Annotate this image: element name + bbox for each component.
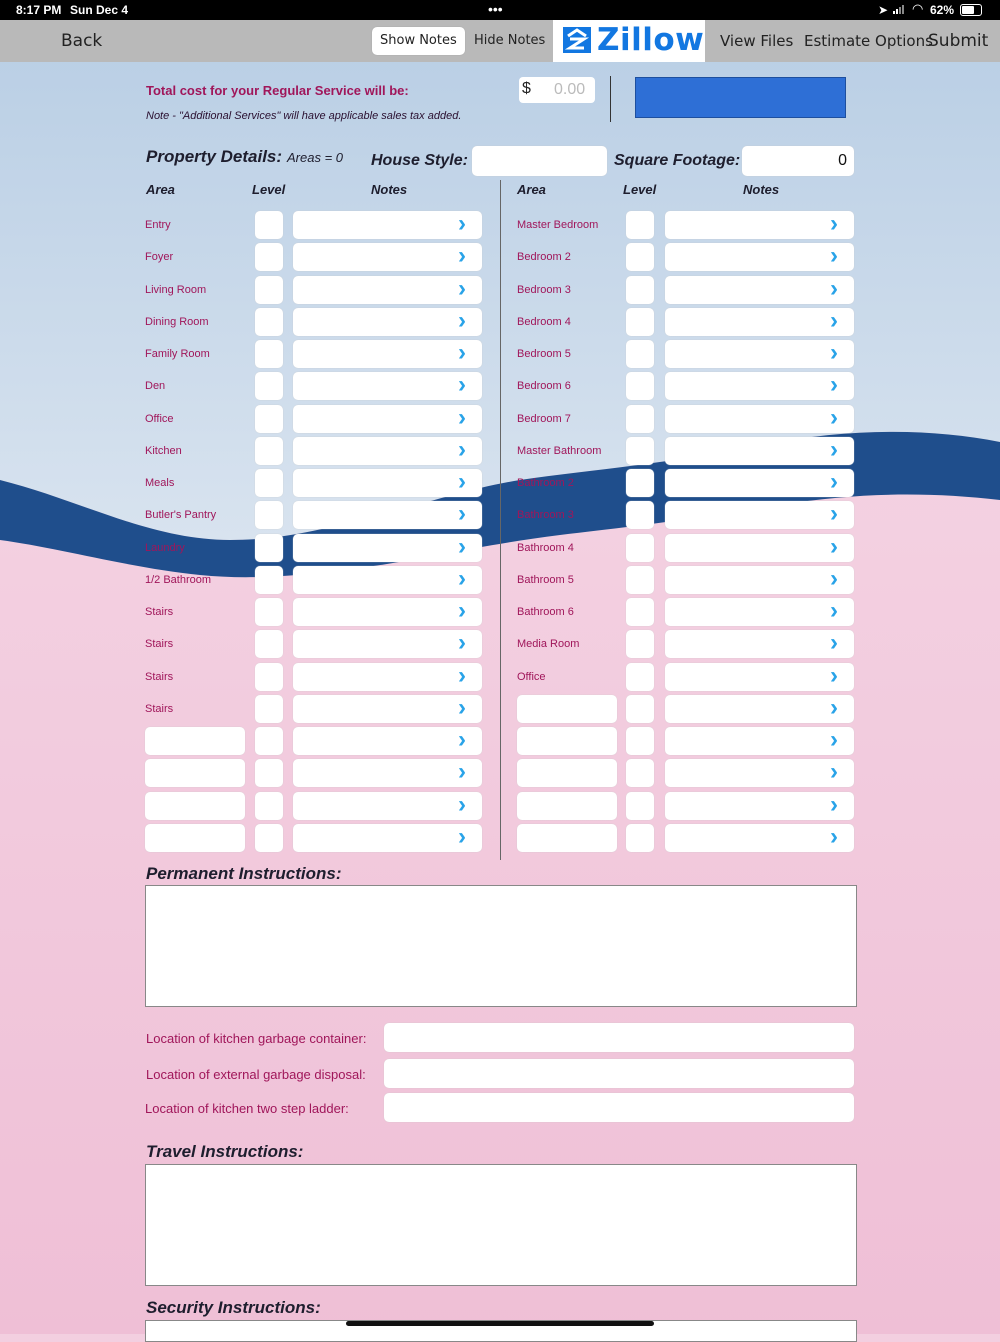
left-notes-input[interactable]	[293, 276, 482, 304]
right-level-input[interactable]	[626, 243, 654, 271]
right-notes-input[interactable]	[665, 308, 854, 336]
left-area-label: Stairs	[145, 606, 174, 618]
right-level-input[interactable]	[626, 630, 654, 658]
zillow-logo-icon	[563, 27, 591, 53]
left-custom-area-input[interactable]	[145, 792, 245, 820]
left-chevron-right-icon[interactable]: ›	[458, 468, 466, 495]
right-level-input[interactable]	[626, 598, 654, 626]
kitchen-ladder-input[interactable]	[384, 1093, 854, 1122]
right-area-label: Master Bathroom	[517, 445, 602, 457]
square-footage-input[interactable]	[742, 146, 854, 176]
show-notes-button[interactable]: Show Notes	[372, 27, 465, 55]
right-notes-input[interactable]	[665, 405, 854, 433]
left-notes-input[interactable]	[293, 211, 482, 239]
right-custom-area-input[interactable]	[517, 759, 617, 787]
left-chevron-right-icon[interactable]: ›	[458, 726, 466, 753]
right-chevron-right-icon[interactable]: ›	[830, 629, 838, 656]
right-chevron-right-icon[interactable]: ›	[830, 404, 838, 431]
left-area-label: Den	[145, 380, 166, 392]
left-area-label: Stairs	[145, 638, 174, 650]
left-notes-input[interactable]	[293, 308, 482, 336]
right-notes-input[interactable]	[665, 211, 854, 239]
right-level-input[interactable]	[626, 792, 654, 820]
left-notes-header: Notes	[371, 182, 408, 197]
zillow-logo-text: Zillow	[597, 22, 705, 58]
permanent-instructions-textarea[interactable]	[145, 885, 857, 1007]
left-level-input[interactable]	[255, 695, 283, 723]
house-style-label: House Style:	[371, 152, 468, 169]
left-level-input[interactable]	[255, 469, 283, 497]
right-notes-input[interactable]	[665, 759, 854, 787]
left-chevron-right-icon[interactable]: ›	[458, 791, 466, 818]
left-level-input[interactable]	[255, 276, 283, 304]
right-area-label: Bedroom 3	[517, 284, 571, 296]
left-notes-input[interactable]	[293, 405, 482, 433]
total-cost-label: Total cost for your Regular Service will be:	[146, 83, 409, 98]
home-indicator[interactable]	[346, 1321, 654, 1326]
left-chevron-right-icon[interactable]: ›	[458, 662, 466, 689]
left-notes-input[interactable]	[293, 663, 482, 691]
left-notes-input[interactable]	[293, 340, 482, 368]
left-custom-area-input[interactable]	[145, 727, 245, 755]
left-custom-area-input[interactable]	[145, 824, 245, 852]
house-style-input[interactable]	[472, 146, 607, 176]
left-level-input[interactable]	[255, 663, 283, 691]
total-cost-value: 0.00	[554, 81, 586, 98]
right-notes-input[interactable]	[665, 501, 854, 529]
hide-notes-button[interactable]: Hide Notes	[474, 33, 546, 48]
right-area-label: Bathroom 5	[517, 574, 574, 586]
right-area-header: Area	[517, 182, 546, 197]
right-chevron-right-icon[interactable]: ›	[830, 468, 838, 495]
left-chevron-right-icon[interactable]: ›	[458, 404, 466, 431]
right-level-input[interactable]	[626, 824, 654, 852]
status-date: Sun Dec 4	[70, 3, 129, 17]
left-level-input[interactable]	[255, 824, 283, 852]
right-chevron-right-icon[interactable]: ›	[830, 210, 838, 237]
left-level-input[interactable]	[255, 211, 283, 239]
right-area-label: Bedroom 2	[517, 251, 571, 263]
left-notes-input[interactable]	[293, 695, 482, 723]
right-notes-input[interactable]	[665, 598, 854, 626]
right-level-input[interactable]	[626, 695, 654, 723]
right-notes-header: Notes	[743, 182, 780, 197]
left-chevron-right-icon[interactable]: ›	[458, 500, 466, 527]
left-level-input[interactable]	[255, 340, 283, 368]
right-notes-input[interactable]	[665, 792, 854, 820]
kitchen-ladder-label: Location of kitchen two step ladder:	[145, 1101, 349, 1116]
right-chevron-right-icon[interactable]: ›	[830, 823, 838, 850]
left-level-input[interactable]	[255, 372, 283, 400]
security-instructions-label: Security Instructions:	[146, 1298, 321, 1317]
right-area-label: Bathroom 3	[517, 509, 574, 521]
right-custom-area-input[interactable]	[517, 727, 617, 755]
right-notes-input[interactable]	[665, 340, 854, 368]
right-chevron-right-icon[interactable]: ›	[830, 533, 838, 560]
right-notes-input[interactable]	[665, 630, 854, 658]
left-area-label: Foyer	[145, 251, 174, 263]
left-notes-input[interactable]	[293, 824, 482, 852]
right-chevron-right-icon[interactable]: ›	[830, 597, 838, 624]
left-chevron-right-icon[interactable]: ›	[458, 533, 466, 560]
travel-instructions-label: Travel Instructions:	[146, 1142, 304, 1161]
left-area-header: Area	[146, 182, 175, 197]
property-details-title: Property Details:	[146, 147, 283, 166]
left-chevron-right-icon[interactable]: ›	[458, 371, 466, 398]
left-area-label: Butler's Pantry	[145, 509, 217, 521]
right-notes-input[interactable]	[665, 824, 854, 852]
left-level-input[interactable]	[255, 308, 283, 336]
left-level-input[interactable]	[255, 243, 283, 271]
left-area-label: Family Room	[145, 348, 210, 360]
left-chevron-right-icon[interactable]: ›	[458, 307, 466, 334]
back-button[interactable]: Back	[61, 31, 103, 51]
right-area-label: Office	[517, 671, 546, 683]
left-level-input[interactable]	[255, 630, 283, 658]
right-area-label: Bathroom 2	[517, 477, 574, 489]
left-level-input[interactable]	[255, 534, 283, 562]
left-level-input[interactable]	[255, 437, 283, 465]
left-chevron-right-icon[interactable]: ›	[458, 436, 466, 463]
right-chevron-right-icon[interactable]: ›	[830, 758, 838, 785]
left-level-input[interactable]	[255, 405, 283, 433]
left-notes-input[interactable]	[293, 759, 482, 787]
right-custom-area-input[interactable]	[517, 824, 617, 852]
status-bar	[0, 0, 1000, 20]
right-chevron-right-icon[interactable]: ›	[830, 275, 838, 302]
multitask-dots[interactable]: •••	[488, 1, 503, 17]
square-footage-value: 0	[838, 152, 847, 169]
left-chevron-right-icon[interactable]: ›	[458, 565, 466, 592]
battery-icon	[960, 4, 982, 16]
right-level-header: Level	[623, 182, 657, 197]
left-custom-area-input[interactable]	[145, 759, 245, 787]
left-area-label: Living Room	[145, 284, 207, 296]
right-level-input[interactable]	[626, 308, 654, 336]
submit-button[interactable]: Submit	[928, 31, 989, 51]
left-notes-input[interactable]	[293, 469, 482, 497]
right-area-label: Bedroom 4	[517, 316, 571, 328]
right-chevron-right-icon[interactable]: ›	[830, 565, 838, 592]
total-cost-field[interactable]	[519, 77, 595, 103]
left-chevron-right-icon[interactable]: ›	[458, 823, 466, 850]
right-level-input[interactable]	[626, 372, 654, 400]
left-notes-input[interactable]	[293, 437, 482, 465]
right-area-label: Bathroom 6	[517, 606, 574, 618]
right-chevron-right-icon[interactable]: ›	[830, 726, 838, 753]
right-chevron-right-icon[interactable]: ›	[830, 500, 838, 527]
left-notes-input[interactable]	[293, 566, 482, 594]
currency-symbol: $	[522, 80, 531, 97]
areas-count: Areas = 0	[287, 150, 344, 165]
zillow-logo[interactable]	[553, 20, 705, 62]
left-notes-input[interactable]	[293, 243, 482, 271]
left-area-label: Office	[145, 413, 174, 425]
right-chevron-right-icon[interactable]: ›	[830, 436, 838, 463]
estimate-options-button[interactable]: Estimate Options	[804, 32, 933, 50]
right-level-input[interactable]	[626, 469, 654, 497]
left-level-input[interactable]	[255, 501, 283, 529]
left-chevron-right-icon[interactable]: ›	[458, 758, 466, 785]
left-area-label: Kitchen	[145, 445, 182, 457]
left-chevron-right-icon[interactable]: ›	[458, 597, 466, 624]
right-area-label: Bedroom 5	[517, 348, 571, 360]
right-notes-input[interactable]	[665, 372, 854, 400]
right-level-input[interactable]	[626, 501, 654, 529]
right-notes-input[interactable]	[665, 566, 854, 594]
left-chevron-right-icon[interactable]: ›	[458, 694, 466, 721]
left-level-header: Level	[252, 182, 286, 197]
kitchen-garbage-input[interactable]	[384, 1023, 854, 1052]
right-chevron-right-icon[interactable]: ›	[830, 694, 838, 721]
left-area-label: 1/2 Bathroom	[145, 574, 212, 586]
external-garbage-label: Location of external garbage disposal:	[146, 1067, 366, 1082]
wifi-icon: ◠	[912, 1, 924, 16]
right-level-input[interactable]	[626, 437, 654, 465]
left-level-input[interactable]	[255, 792, 283, 820]
left-chevron-right-icon[interactable]: ›	[458, 242, 466, 269]
right-custom-area-input[interactable]	[517, 695, 617, 723]
right-level-input[interactable]	[626, 276, 654, 304]
right-level-input[interactable]	[626, 759, 654, 787]
right-chevron-right-icon[interactable]: ›	[830, 307, 838, 334]
sales-tax-note: Note - "Additional Services" will have applicable sales tax added.	[146, 110, 462, 122]
travel-instructions-textarea[interactable]	[145, 1164, 857, 1286]
nav-bar	[0, 20, 1000, 62]
right-level-input[interactable]	[626, 534, 654, 562]
right-level-input[interactable]	[626, 340, 654, 368]
left-area-label: Entry	[145, 219, 171, 231]
right-level-input[interactable]	[626, 405, 654, 433]
right-chevron-right-icon[interactable]: ›	[830, 371, 838, 398]
right-level-input[interactable]	[626, 211, 654, 239]
right-area-label: Master Bedroom	[517, 219, 599, 231]
right-notes-input[interactable]	[665, 727, 854, 755]
left-notes-input[interactable]	[293, 501, 482, 529]
left-area-label: Meals	[145, 477, 175, 489]
permanent-instructions-label: Permanent Instructions:	[146, 864, 342, 883]
left-notes-input[interactable]	[293, 598, 482, 626]
location-arrow-icon: ➤	[878, 3, 889, 17]
right-area-label: Bedroom 6	[517, 380, 571, 392]
right-area-label: Bedroom 7	[517, 413, 571, 425]
left-chevron-right-icon[interactable]: ›	[458, 339, 466, 366]
right-area-label: Bathroom 4	[517, 542, 574, 554]
right-notes-input[interactable]	[665, 469, 854, 497]
battery-percent: 62%	[930, 3, 955, 17]
left-level-input[interactable]	[255, 566, 283, 594]
right-level-input[interactable]	[626, 663, 654, 691]
right-custom-area-input[interactable]	[517, 792, 617, 820]
left-level-input[interactable]	[255, 759, 283, 787]
right-chevron-right-icon[interactable]: ›	[830, 791, 838, 818]
right-chevron-right-icon[interactable]: ›	[830, 339, 838, 366]
left-area-label: Stairs	[145, 703, 174, 715]
external-garbage-input[interactable]	[384, 1059, 854, 1088]
right-chevron-right-icon[interactable]: ›	[830, 662, 838, 689]
right-notes-input[interactable]	[665, 663, 854, 691]
left-chevron-right-icon[interactable]: ›	[458, 210, 466, 237]
left-notes-input[interactable]	[293, 372, 482, 400]
right-notes-input[interactable]	[665, 534, 854, 562]
right-area-label: Media Room	[517, 638, 580, 650]
left-area-label: Laundry	[145, 542, 185, 554]
right-level-input[interactable]	[626, 566, 654, 594]
left-level-input[interactable]	[255, 727, 283, 755]
right-notes-input[interactable]	[665, 276, 854, 304]
left-notes-input[interactable]	[293, 727, 482, 755]
left-chevron-right-icon[interactable]: ›	[458, 275, 466, 302]
right-level-input[interactable]	[626, 727, 654, 755]
square-footage-label: Square Footage:	[614, 152, 741, 169]
left-notes-input[interactable]	[293, 534, 482, 562]
view-files-button[interactable]: View Files	[720, 32, 794, 50]
left-level-input[interactable]	[255, 598, 283, 626]
right-chevron-right-icon[interactable]: ›	[830, 242, 838, 269]
left-chevron-right-icon[interactable]: ›	[458, 629, 466, 656]
right-notes-input[interactable]	[665, 243, 854, 271]
left-notes-input[interactable]	[293, 630, 482, 658]
left-notes-input[interactable]	[293, 792, 482, 820]
column-divider	[500, 180, 501, 860]
right-notes-input[interactable]	[665, 695, 854, 723]
left-area-label: Dining Room	[145, 316, 209, 328]
right-notes-input[interactable]	[665, 437, 854, 465]
divider	[610, 76, 611, 122]
kitchen-garbage-label: Location of kitchen garbage container:	[146, 1031, 367, 1046]
blue-action-button[interactable]	[635, 77, 846, 118]
left-area-label: Stairs	[145, 671, 174, 683]
status-time: 8:17 PM	[16, 3, 62, 17]
